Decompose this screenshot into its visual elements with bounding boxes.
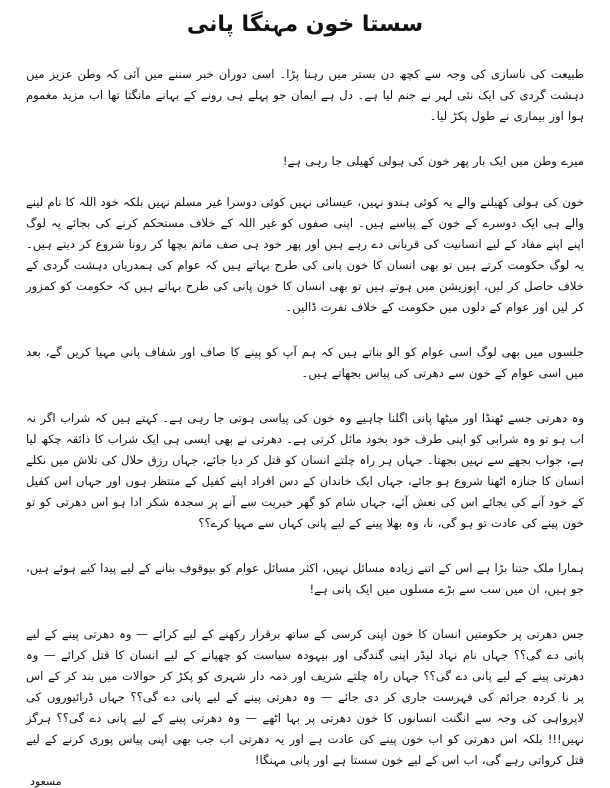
paragraph-spacer	[26, 172, 584, 192]
paragraph-body-5: جس دھرتی پر حکومتیں انسان کا خون اپنی کرسی کے ساتھ برقرار رکھنے کے لیے کرائے — وہ دھرتی پینے کے لیے پانی دے گی؟؟ جہاں نام نہاد لیڈر اپنی گندگی اور بیہودہ سیاست کو چھپانے کے لیے انسان کا قتل کرائے — وہ دھرتی پینے کے لیے پانی دے گی؟؟ جہاں راہ چلتے شریف اور ذمہ دار شہری کو پکڑ کر حوالات میں بند کر کے اس پر نا کردہ جرائم کی فہرست جاری کر دی جائے — وہ دھرتی پینے کے لیے پانی دے گی؟؟ جہاں ڈرائیوروں کی لاپرواہی کی وجہ سے انگنت انسانوں کا خون دھرتی پر بہا اٹھے — وہ دھرتی پینے کے لیے پانی دے گی؟؟ ہرگز نہیں!!! بلکہ اس دھرتی کو اب خون پینے کی عادت ہے اور یہ دھرتی اب جب بھی اپنی پیاس پوری کرنے کے لیے قتل کرواتی رہے گی، اب اس کے لیے خون سستا ہے اور پانی مہنگا!	[26, 627, 584, 767]
paragraph-body-4: ہمارا ملک جتنا بڑا ہے اس کے اتنے زیادہ مسائل نہیں، اکثر مسائل عوام کو بیوقوف بنانے کے لیے پیدا کیے ہوئے ہیں، جو ہیں، ان میں سب سے بڑے مسلوں میں ایک پانی ہے!	[26, 561, 584, 596]
author-signature: مسعود	[30, 775, 62, 788]
paragraph-body-2: جلسوں میں بھی لوگ اسی عوام کو الو بناتے ہیں کہ ہم آپ کو پینے کا صاف اور شفاف پانی مہیا کریں گے، بعد میں اسی عوام کے خون سے دھرتی کی پیاس بجھاتے ہیں۔	[26, 345, 584, 380]
paragraph-spacer	[26, 127, 584, 151]
paragraph-body-3: وہ دھرتی جسے ٹھنڈا اور میٹھا پانی اگلنا چاہیے وہ خون کی پیاسی ہوتی جا رہی ہے۔ کہتے ہیں کہ شراب اگر نہ اب ہو تو وہ شرابی کو اپنی طرف خود بخود مائل کرتی ہے۔ دھرتی نے بھی ایسی ہی ایک شراب کا ذائقہ چکھ لیا ہے، جواب بجھے سے نہیں بجھتا۔ جہاں ہر راہ چلتے انسان کو قتل کر دیا جائے، جہاں رزق حلال کی تلاش میں نکلے انسان کا جنازہ اٹھنا شروع ہو جائے، جہاں ایک خاندان کے دس افراد اپنے کفیل کے منتظر ہوں اور جہاں اس کفیل کے خود آنے کی بجائے اس کی نعش آئے، جہاں شام کو گھر خیریت سے آنے پر سجدہ شکر ادا ہو اس دھرتی کو تو خون پینے کی عادت تو ہو گی، نا، وہ بھلا پینے کے لیے پانی کہاں سے مہیا کرے؟؟	[26, 411, 584, 530]
paragraph-spacer	[26, 600, 584, 624]
paragraph-spacer	[26, 534, 584, 558]
paragraph-spacer	[26, 318, 584, 342]
paragraph-spacer	[26, 384, 584, 408]
paragraph-headline: میرے وطن میں ایک بار پھر خون کی ہولی کھیلی جا رہی ہے!	[282, 154, 584, 168]
document-title: سستا خون مہنگا پانی	[186, 12, 424, 37]
paragraph-intro: طبیعت کی ناسازی کی وجہ سے کچھ دن بستر میں رہنا پڑا۔ اسی دوران خبر سننے میں آئی کہ وطن عزیز میں دہشت گردی کی ایک نئی لہر نے جنم لیا ہے۔ دل ہے ایمان جو پہلے ہی رونے کے بہانے مانگتا تھا اب مزید مغموم ہوا اور بیماری نے طول پکڑ لیا۔	[26, 67, 584, 123]
paragraph-body-1: خون کی ہولی کھیلنے والے یہ کوئی ہندو نہیں، عیسائی نہیں کوئی دوسرا غیر مسلم نہیں بلکہ خود اللہ کا نام لینے والے ہی ایک دوسرے کے خون کے پیاسے ہیں۔ اپنی صفوں کو غیر اللہ کے خلاف مستحکم کرنے کی بجائے یہ لوگ اپنے اپنے مفاد کے لیے انسانیت کی قربانی دے رہے ہیں اور پھر خود ہی صف ماتم بچھا کر رونا شروع کر دیتے ہیں۔ یہ لوگ حکومت کرتے ہیں تو بھی انسان کا خون پانی کی طرح بہاتے ہیں کہ عوام کی ہمدریاں دہشت گردی کے خلاف حاصل کر لیں، اپوزیشن میں ہوتے ہیں تو بھی انسان کا خون پانی کی طرح بہاتے ہیں کہ حکومت کو کمزور کر لیں اور عوام کے دلوں میں حکومت کے خلاف نفرت ڈالیں۔	[26, 195, 584, 314]
